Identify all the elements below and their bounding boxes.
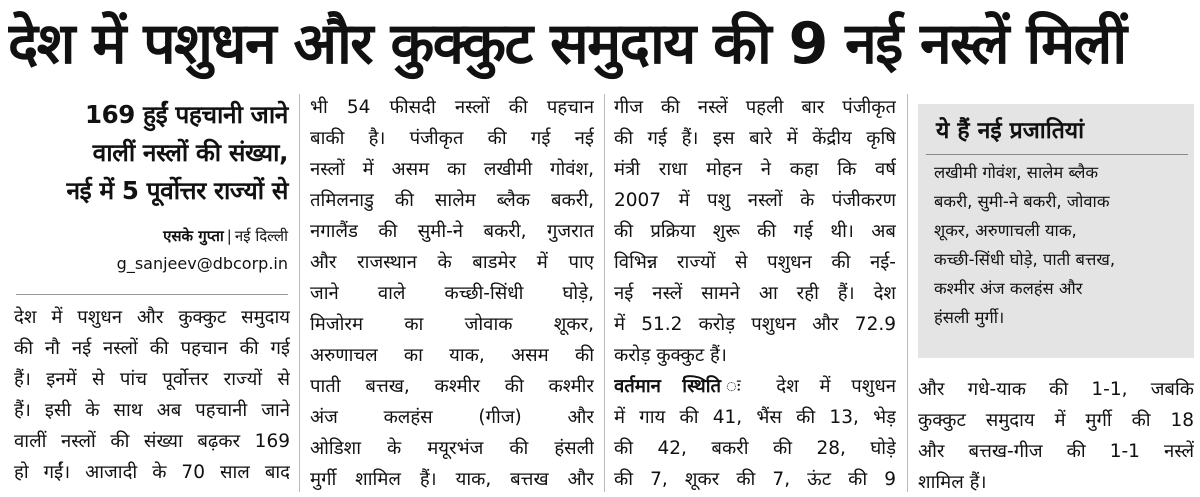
text-line: शामिल हैं। bbox=[918, 472, 987, 492]
deck-line: नई में 5 पूर्वोत्तर राज्यों से bbox=[66, 176, 288, 205]
text-line: गीज की नस्लें पहली बार पंजीकृत bbox=[614, 97, 896, 118]
new-breeds-box bbox=[918, 104, 1194, 358]
text-line: हैं। इसी के साथ अब पहचानी जाने bbox=[14, 400, 290, 421]
text-line: नस्लों में असम का लखीमी गोवंश, bbox=[310, 159, 594, 180]
deck-line: 169 हुईं पहचानी जाने bbox=[84, 100, 288, 129]
column-divider bbox=[604, 94, 605, 492]
column-divider bbox=[907, 94, 908, 492]
text-line: में गाय की 41, भैंस की 13, भेड़ bbox=[614, 407, 896, 428]
box-line: शूकर, अरुणाचली याक, bbox=[934, 221, 1077, 240]
byline-place: नई दिल्ली bbox=[234, 227, 288, 245]
box-line: बकरी, सुमी-ने बकरी, जोवाक bbox=[934, 192, 1110, 211]
text-line: वालीं नस्लों की संख्या बढ़कर 169 bbox=[14, 431, 290, 452]
text-line: नई नस्लें सामने आ रही हैं। देश bbox=[614, 283, 896, 304]
text-line: 2007 में पशु नस्लों के पंजीकरण bbox=[614, 190, 896, 211]
text-line: में 51.2 करोड़ पशुधन और 72.9 bbox=[614, 314, 896, 335]
box-line: कश्मीर अंज कलहंस और bbox=[934, 279, 1083, 298]
text-line: मिजोरम का जोवाक शूकर, bbox=[310, 314, 594, 335]
deck-line: वालीं नस्लों की संख्या, bbox=[92, 138, 288, 167]
text-line: बाकी है। पंजीकृत की गई नई bbox=[310, 128, 594, 149]
text-line: की गई हैं। इस बारे में केंद्रीय कृषि bbox=[614, 128, 896, 149]
byline-author: एसके गुप्ता bbox=[163, 227, 224, 245]
text-line: अंज कलहंस (गीज) और bbox=[310, 407, 594, 428]
article-column-4 bbox=[918, 374, 1194, 492]
box-line: हंसली मुर्गी। bbox=[934, 308, 1005, 327]
box-line: कच्छी-सिंधी घोड़े, पाती बत्तख, bbox=[934, 250, 1116, 269]
text-line: मंत्री राधा मोहन ने कहा कि वर्ष bbox=[614, 159, 896, 180]
text-line: की नौ नई नस्लों की पहचान की गई bbox=[14, 338, 290, 359]
text-line: हैं। इनमें से पांच पूर्वोत्तर राज्यों से bbox=[14, 369, 290, 390]
box-line: लखीमी गोवंश, सालेम ब्लैक bbox=[934, 163, 1099, 182]
text-line: देश में पशुधन और कुक्कुट समुदाय bbox=[14, 307, 290, 328]
text-line: कुक्कुट समुदाय में मुर्गी की 18 bbox=[918, 410, 1194, 431]
box-divider bbox=[926, 154, 1188, 155]
section-subhead: वर्तमान स्थिति bbox=[614, 376, 722, 397]
article-column-1 bbox=[14, 302, 290, 494]
article-column-3 bbox=[614, 92, 896, 492]
text-line: नगालैंड की सुमी-ने बकरी, गुजरात bbox=[310, 221, 594, 242]
column-divider bbox=[299, 94, 300, 492]
byline bbox=[16, 222, 288, 278]
byline-separator: | bbox=[226, 227, 232, 245]
text-line: करोड़ कुक्कुट हैं। bbox=[614, 345, 727, 366]
text-line bbox=[614, 371, 896, 402]
box-title: ये हैं नई प्रजातियां bbox=[936, 118, 1085, 144]
text-line: और गधे-याक की 1-1, जबकि bbox=[918, 379, 1194, 400]
text-line: और बत्तख-गीज की 1-1 नस्लें bbox=[918, 441, 1194, 462]
text-line: हो गईं। आजादी के 70 साल बाद bbox=[14, 462, 290, 483]
text-fragment: ः देश में पशुधन bbox=[755, 376, 896, 397]
text-line: मुर्गी शामिल हैं। याक, बत्तख और bbox=[310, 469, 594, 490]
headline: देश में पशुधन और कुक्कुट समुदाय की 9 नई नस्लें मिलीं bbox=[8, 11, 1126, 77]
text-line: जाने वाले कच्छी-सिंधी घोड़े, bbox=[310, 283, 594, 304]
text-line: भी 54 फीसदी नस्लों की पहचान bbox=[310, 97, 594, 118]
text-line: की 7, शूकर की 7, ऊंट की 9 bbox=[614, 469, 896, 490]
text-line: की 42, बकरी की 28, घोड़े bbox=[614, 438, 896, 459]
text-line: की प्रक्रिया शुरू की गई थी। अब bbox=[614, 221, 896, 242]
text-line: ओडिशा के मयूरभंज की हंसली bbox=[310, 438, 594, 459]
article-column-2 bbox=[310, 92, 594, 492]
byline-divider bbox=[16, 294, 288, 295]
text-line: और राजस्थान के बाडमेर में पाए bbox=[310, 252, 594, 273]
deck-subheadline bbox=[16, 96, 288, 210]
text-line: पाती बत्तख, कश्मीर की कश्मीर bbox=[310, 376, 594, 397]
box-breed-list bbox=[934, 158, 1184, 332]
text-line: विभिन्न राज्यों से पशुधन की नई- bbox=[614, 252, 896, 273]
text-line: तमिलनाडु की सालेम ब्लैक बकरी, bbox=[310, 190, 594, 211]
text-line: अरुणाचल का याक, असम की bbox=[310, 345, 594, 366]
byline-email: g_sanjeev@dbcorp.in bbox=[116, 254, 288, 273]
